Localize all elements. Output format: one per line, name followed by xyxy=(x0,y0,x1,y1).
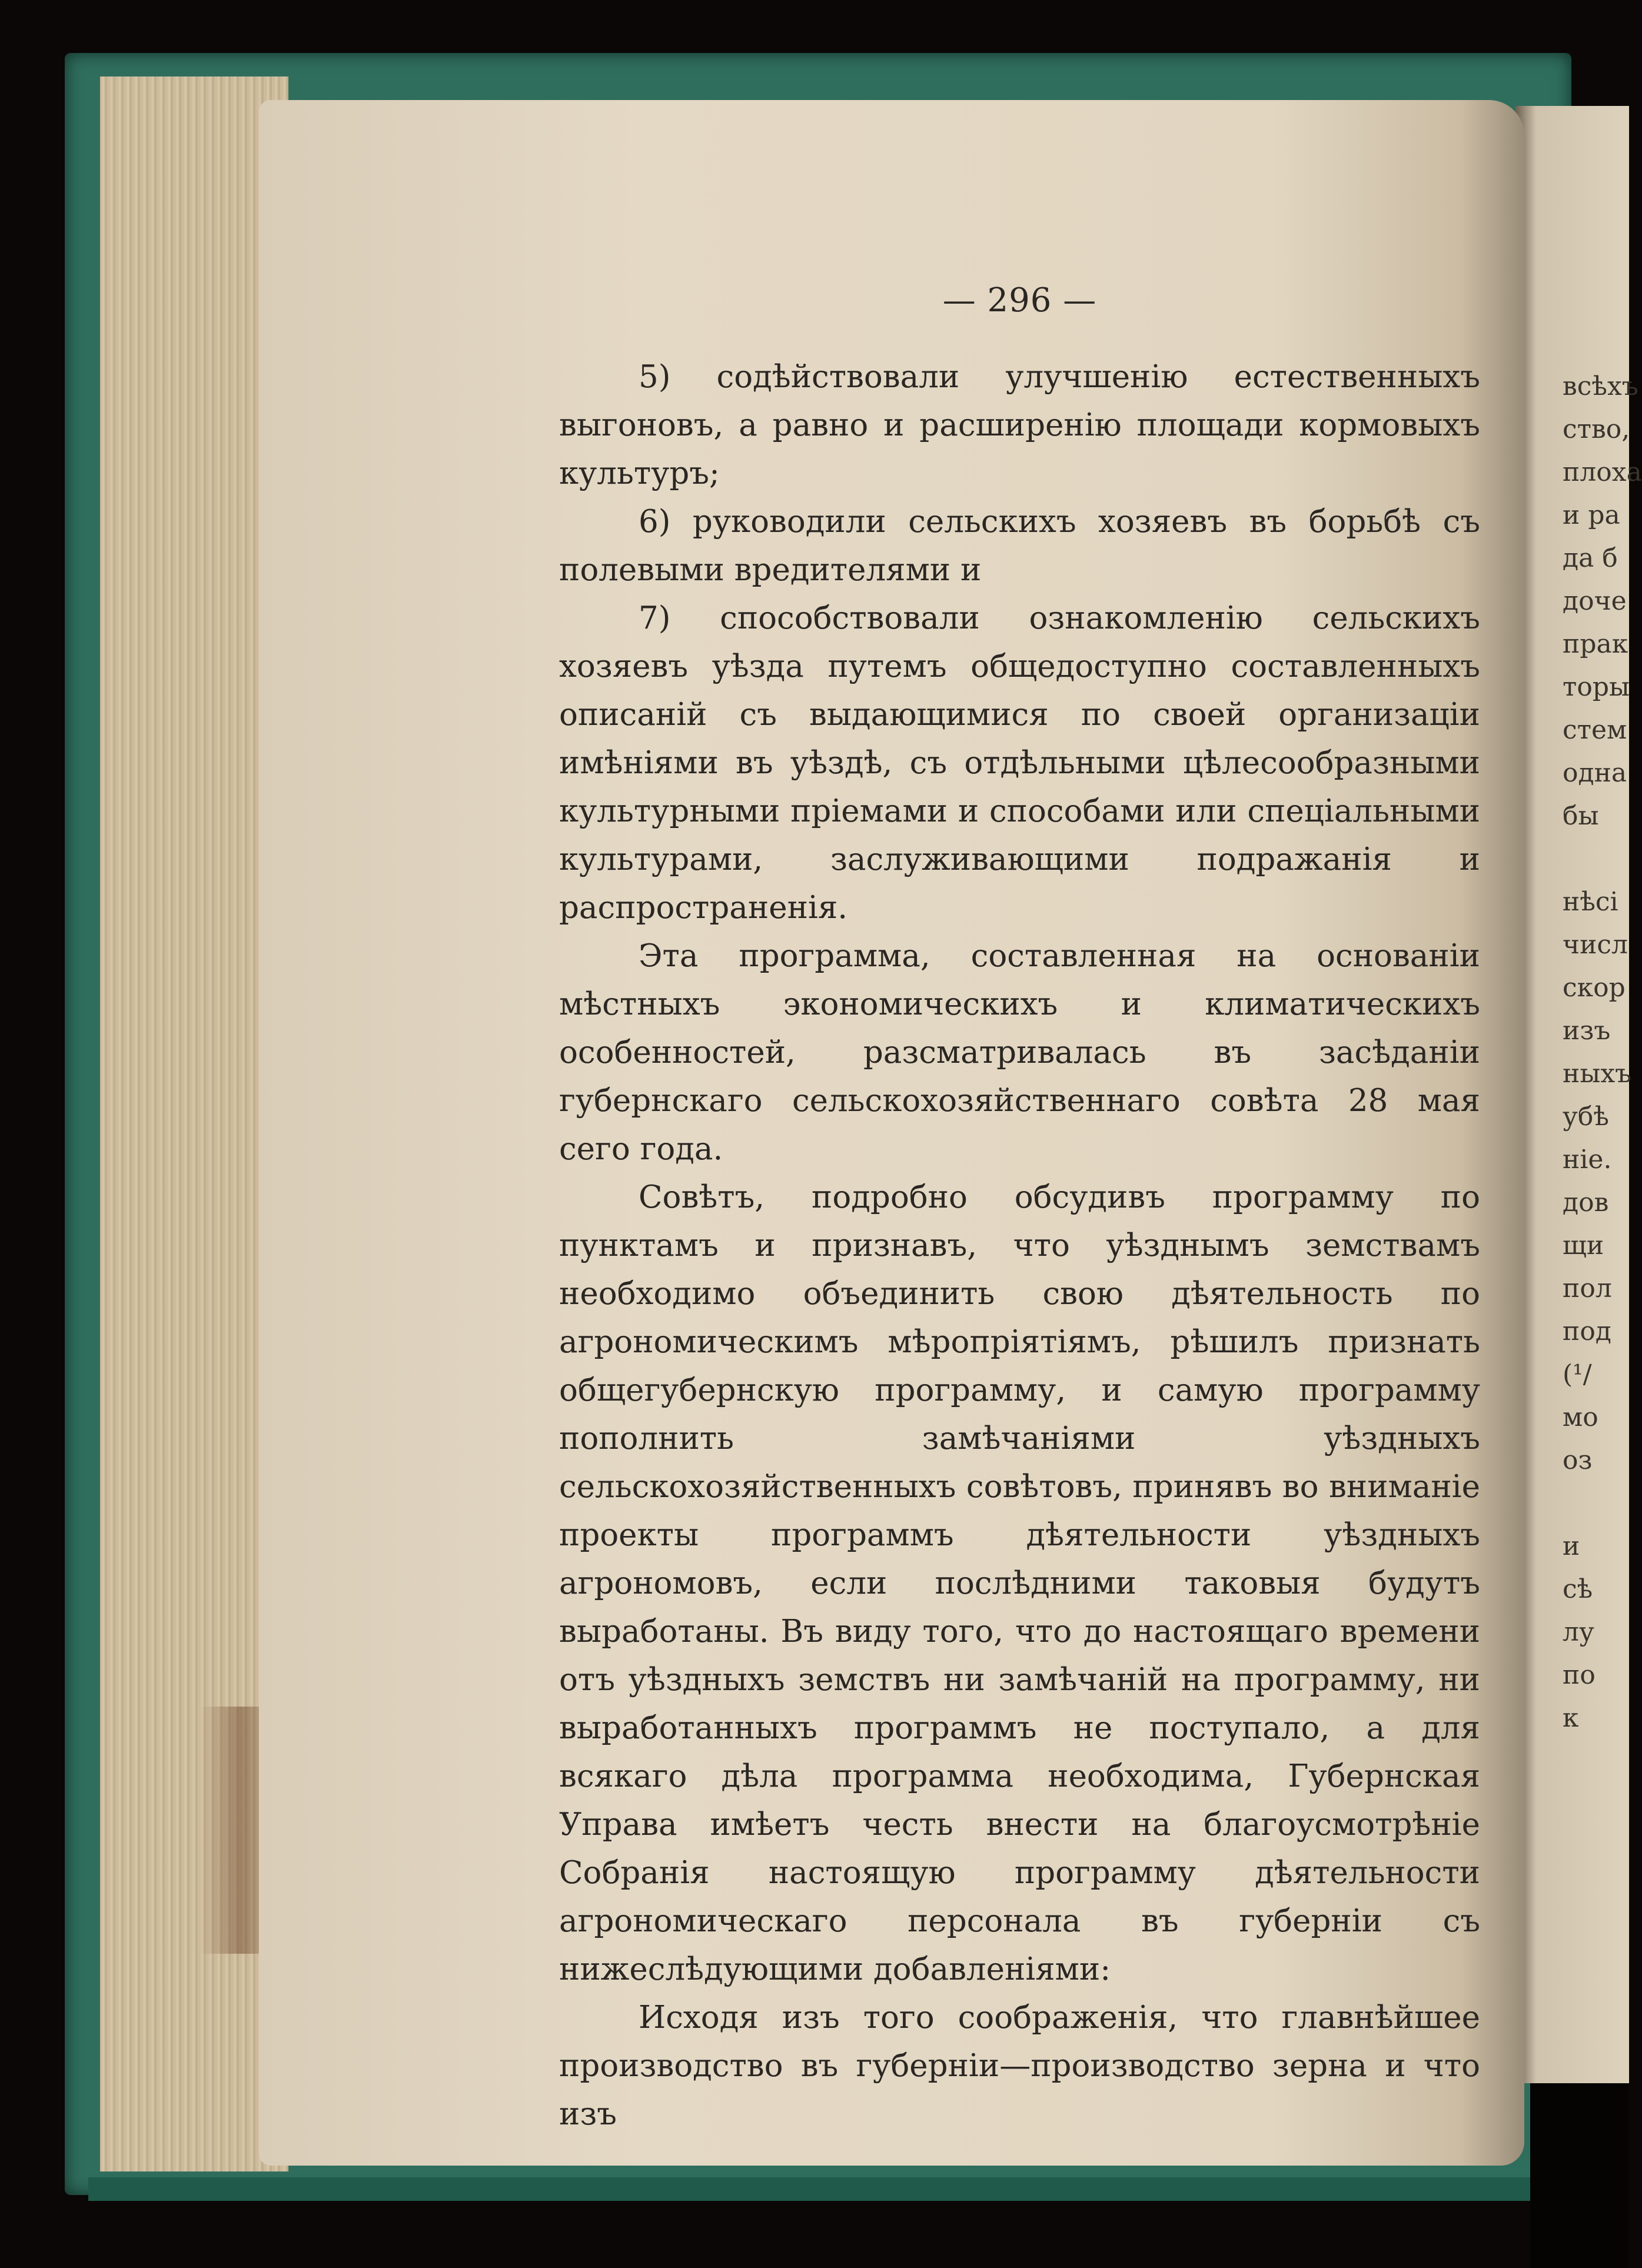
facing-page-line: пол xyxy=(1563,1273,1612,1303)
paragraph-5: 5) содѣйствовали улучшенію естественныхъ выгоновъ, а равно и расширенію площади кормовыхъ культуръ; xyxy=(559,359,1480,491)
facing-page-line: ство, xyxy=(1563,414,1630,444)
facing-page-line xyxy=(1563,1482,1633,1525)
facing-page-line: (¹/ xyxy=(1563,1359,1592,1389)
facing-page-line: щи xyxy=(1563,1231,1604,1261)
facing-page-line: изъ xyxy=(1563,1016,1611,1046)
facing-page-line: бы xyxy=(1563,801,1599,831)
facing-page-line: мо xyxy=(1563,1402,1598,1432)
facing-page-line: нѣсі xyxy=(1563,887,1618,917)
background-shadow xyxy=(1530,2083,1629,2268)
facing-page-line: оз xyxy=(1563,1445,1593,1475)
facing-page-line: под xyxy=(1563,1316,1611,1346)
facing-page-line: стем xyxy=(1563,715,1627,745)
facing-page-line: по xyxy=(1563,1660,1596,1690)
paragraph-6: 6) руководили сельскихъ хозяевъ въ борьбѣ съ полевыми вредителями и xyxy=(559,504,1480,588)
facing-page-line: одна xyxy=(1563,758,1627,788)
facing-page-line xyxy=(1563,837,1633,880)
facing-page-line: плоха xyxy=(1563,457,1642,487)
paragraph-production: Исходя изъ того соображенія, что главнѣйшее производство въ губерніи—производство зерна и что изъ xyxy=(559,2000,1480,2132)
facing-page-text xyxy=(1563,365,1642,1740)
facing-page-line: лу xyxy=(1563,1617,1594,1647)
facing-page-line: числ xyxy=(1563,930,1628,960)
facing-page-line: ніе. xyxy=(1563,1145,1612,1175)
page-number: — 296 — xyxy=(942,281,1097,320)
paragraph-council: Совѣтъ, подробно обсудивъ программу по пунктамъ и признавъ, что уѣзднымъ земствамъ необходимо объединить свою дѣятельность по агрономическимъ мѣропріятіямъ, рѣшилъ признать общегубернскую программу, и самую программу пополнить замѣчаніями уѣздныхъ сельскохозяйственныхъ совѣтовъ, принявъ во вниманіе проекты программъ дѣятельности уѣздныхъ агрономовъ, если послѣдними таковыя будутъ выработаны. Въ виду того, что до настоящаго времени отъ уѣздныхъ земствъ ни замѣчаній на программу, ни выработанныхъ программъ не поступало, а для всякаго дѣла программа необходима, Губернская Управа имѣетъ честь внести на благоусмотрѣніе Собранія настоящую программу дѣятельности агрономическаго персонала въ губерніи съ нижеслѣдующими добавленіями: xyxy=(559,1179,1480,1987)
facing-page-line: и xyxy=(1563,1531,1580,1561)
facing-page-line: доче xyxy=(1563,586,1627,616)
cover-edge xyxy=(88,2177,1560,2201)
facing-page-line: прак xyxy=(1563,629,1628,659)
facing-page-line: и ра xyxy=(1563,500,1620,530)
facing-page-line: всѣхъ xyxy=(1563,371,1638,401)
facing-page-line: к xyxy=(1563,1703,1579,1733)
facing-page-line: ныхъ xyxy=(1563,1059,1632,1089)
paragraph-program: Эта программа, составленная на основаніи мѣстныхъ экономическихъ и климатическихъ особенностей, разсматривалась въ засѣданіи губернскаго сельскохозяйственнаго совѣта 28 мая сего года. xyxy=(559,938,1480,1167)
paragraph-7: 7) способствовали ознакомленію сельскихъ хозяевъ уѣзда путемъ общедоступно составленныхъ описаній съ выдающимися по своей организаціи имѣніями въ уѣздѣ, съ отдѣльными цѣлесообразными культурными пріемами и способами или спеціальными культурами, заслуживающими подражанія и распространенія. xyxy=(559,600,1480,926)
facing-page-line: торы xyxy=(1563,672,1630,702)
facing-page-line: сѣ xyxy=(1563,1574,1593,1604)
page-content xyxy=(559,277,1480,2139)
facing-page-line: дов xyxy=(1563,1188,1609,1218)
facing-page-line: скор xyxy=(1563,973,1626,1003)
facing-page-line: убѣ xyxy=(1563,1102,1609,1132)
facing-page-line: да б xyxy=(1563,543,1618,573)
